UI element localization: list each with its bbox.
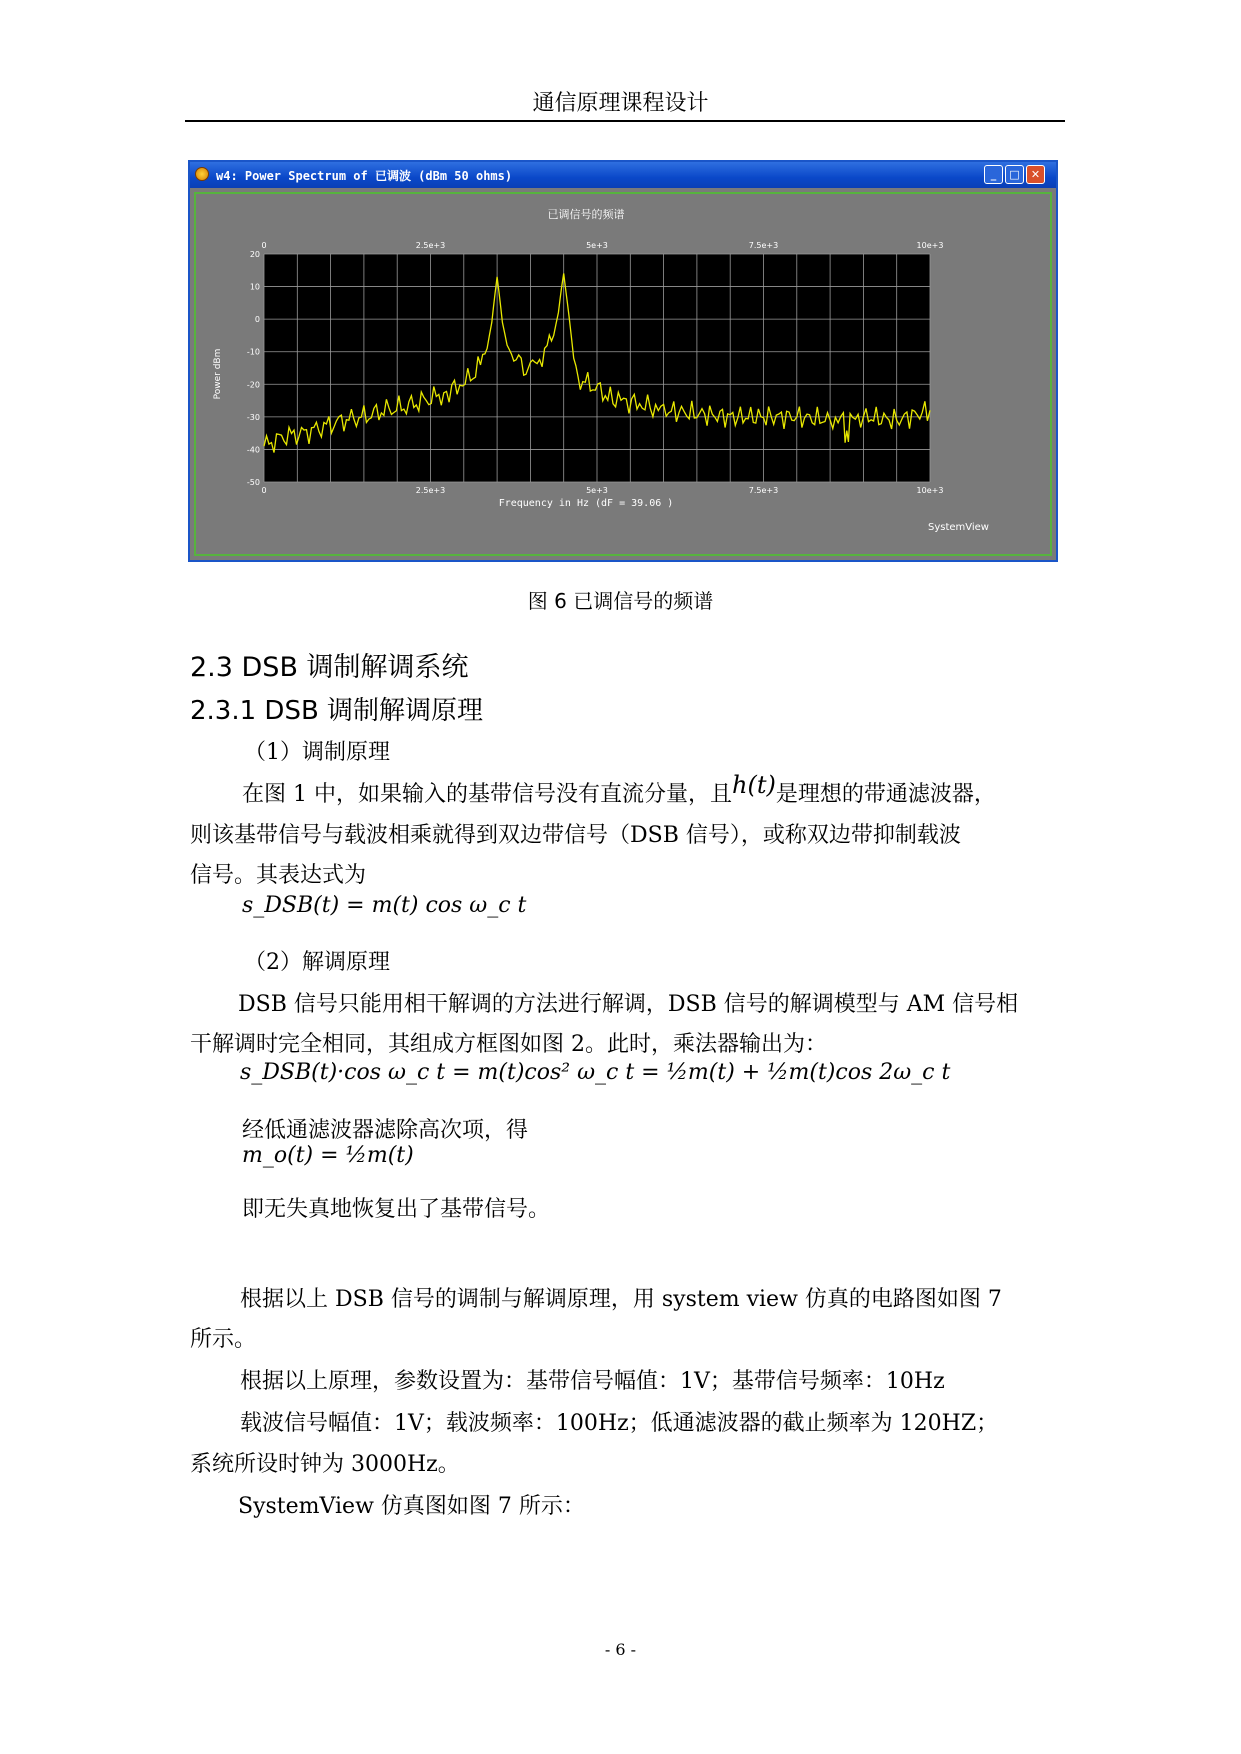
y-tick-label: 20 [249, 250, 260, 259]
x-tick-label-top: 0 [261, 241, 267, 250]
formula-output: m_o(t) = ½m(t) [242, 1143, 414, 1168]
systemview-window [188, 160, 1058, 562]
para-line-6: 经低通滤波器滤除高次项，得 [242, 1118, 529, 1143]
x-tick-label-bottom: 10e+3 [916, 486, 944, 495]
para-line-2: 则该基带信号与载波相乘就得到双边带信号（DSB 信号），或称双边带抑制载波 [190, 823, 961, 848]
x-tick-label-top: 10e+3 [916, 241, 944, 250]
para-line-9: 所示。 [190, 1327, 257, 1352]
x-tick-label-top: 2.5e+3 [415, 241, 446, 250]
page-header: 通信原理课程设计 [532, 91, 709, 116]
x-tick-label-bottom: 7.5e+3 [748, 486, 779, 495]
para-modulation-title: （1）调制原理 [244, 740, 390, 765]
para-line-3: 信号。其表达式为 [190, 863, 367, 888]
y-tick-label: -50 [246, 478, 260, 487]
x-tick-label-bottom: 0 [261, 486, 267, 495]
x-axis-label: Frequency in Hz (dF = 39.06 ) [498, 498, 674, 509]
para-line-1a: 在图 1 中，如果输入的基带信号没有直流分量，且 [242, 782, 732, 807]
header-rule [185, 120, 1065, 122]
y-tick-label: -40 [246, 445, 260, 455]
figure-caption: 图 6 已调信号的频谱 [527, 589, 714, 613]
minimize-button[interactable]: _ [984, 165, 1003, 184]
spectrum-chart [196, 194, 1050, 554]
subsection-heading: 2.3.1 DSB 调制解调原理 [190, 696, 484, 726]
y-tick-label: 10 [249, 282, 260, 292]
para-line-8: 根据以上 DSB 信号的调制与解调原理，用 system view 仿真的电路图如图 7 [240, 1287, 1002, 1312]
app-icon [195, 167, 209, 181]
para-line-11: 载波信号幅值：1V；载波频率：100Hz；低通滤波器的截止频率为 120HZ； [240, 1411, 999, 1436]
h-of-t: h(t) [732, 771, 776, 799]
y-tick-label: -30 [246, 412, 260, 422]
maximize-button[interactable]: □ [1005, 165, 1024, 184]
formula-dsb: s_DSB(t) = m(t) cos ω_c t [242, 893, 527, 918]
systemview-brand: SystemView [927, 522, 989, 533]
x-tick-label-top: 7.5e+3 [748, 241, 779, 250]
y-tick-label: 0 [254, 315, 260, 325]
para-demod-title: （2）解调原理 [244, 950, 390, 975]
para-line-1c: 是理想的带通滤波器， [775, 782, 996, 807]
y-tick-label: -20 [246, 380, 260, 390]
formula-multiplier: s_DSB(t)·cos ω_c t = m(t)cos² ω_c t = ½m(t) + ½m(t)cos 2ω_c t [240, 1060, 951, 1085]
para-line-5: 干解调时完全相同，其组成方框图如图 2。此时，乘法器输出为： [190, 1032, 827, 1057]
para-line-1 [242, 771, 996, 808]
x-tick-label-bottom: 5e+3 [586, 486, 608, 495]
para-line-12: 系统所设时钟为 3000Hz。 [190, 1452, 460, 1477]
para-line-7: 即无失真地恢复出了基带信号。 [242, 1197, 551, 1222]
para-line-13: SystemView 仿真图如图 7 所示： [238, 1494, 585, 1519]
plot-frame [194, 192, 1052, 556]
y-axis-label: Power dBm [213, 348, 223, 400]
x-tick-label-top: 5e+3 [586, 241, 608, 250]
para-line-10: 根据以上原理，参数设置为：基带信号幅值：1V；基带信号频率：10Hz [240, 1369, 945, 1394]
close-button[interactable]: ✕ [1026, 165, 1045, 184]
window-titlebar[interactable] [190, 162, 1056, 188]
chart-grid [264, 254, 930, 482]
page-number: - 6 - [604, 1640, 637, 1659]
y-tick-label: -10 [246, 347, 260, 357]
window-title: w4: Power Spectrum of 已调波 (dBm 50 ohms) [216, 169, 513, 183]
para-line-4: DSB 信号只能用相干解调的方法进行解调，DSB 信号的解调模型与 AM 信号相 [238, 992, 1019, 1017]
section-heading: 2.3 DSB 调制解调系统 [190, 652, 469, 683]
chart-title: 已调信号的频谱 [547, 208, 625, 221]
x-tick-label-bottom: 2.5e+3 [415, 486, 446, 495]
